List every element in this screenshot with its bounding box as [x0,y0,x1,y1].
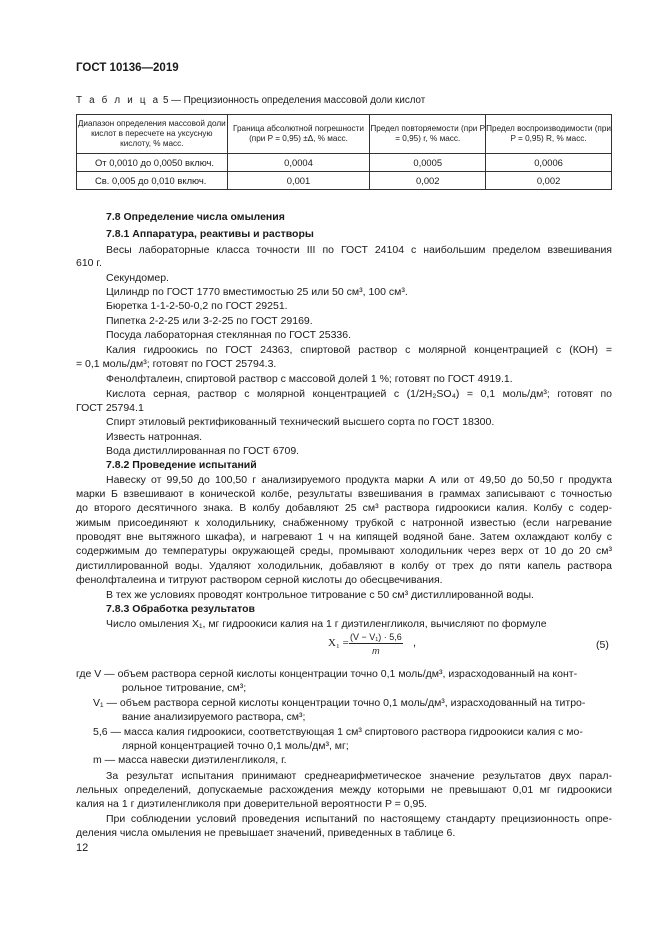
formula-lhs: X₁ = [328,637,349,649]
where-line: лярной концентрацией точно 0,1 моль/дм³, мг; [122,740,349,752]
formula-intro: Число омыления X₁, мг гидроокиси калия на 1 г диэтиленгликоля, вычисляют по формуле [106,618,547,630]
text-line: Бюретка 1-1-2-50-0,2 по ГОСТ 29251. [106,300,288,312]
subsection-title: 7.8.3 Обработка результатов [106,603,255,615]
table-cell: 0,001 [227,172,370,190]
table-cell: От 0,0010 до 0,0050 включ. [77,154,228,172]
text-line: Спирт этиловый ректификованный технический высшего сорта по ГОСТ 18300. [106,416,495,428]
table-caption-label: Т а б л и ц а [76,95,161,106]
text-line: фенолфталеина и титруют раствором серной кислоты до обесцвечивания. [76,574,443,586]
where-line: V₁ — объем раствора серной кислоты концентрации точно 0,1 моль/дм³, израсходованный на титро- [93,697,586,709]
text-line: За результат испытания принимают среднеарифметическое значение результатов двух парал- [106,770,612,782]
table-caption [76,95,425,106]
text-line: проводят вне вытяжного шкафа), и нагревают 1 ч на кипящей водяной бане. Затем охлаждают колбу с [76,531,612,543]
subsection-title: 7.8.1 Аппаратура, реактивы и растворы [106,228,314,240]
table-cell: 0,002 [370,172,486,190]
text-line: В тех же условиях проводят контрольное титрование с 50 см³ дистиллированной воды. [106,589,534,601]
text-line: Весы лабораторные класса точности III по ГОСТ 24104 с наибольшим пределом взвешивания [106,244,612,256]
text-line: = 0,1 моль/дм³; готовят по ГОСТ 25794.3. [76,358,277,370]
text-line: калия на 1 г диэтиленгликоля при доверительной вероятности P = 0,95. [76,798,428,810]
page-number: 12 [76,842,89,854]
text-line: жимым присоединяют к холодильнику, снабженному трубкой с натронной известью (если нагревание [76,517,612,529]
table-cell: 0,002 [486,172,612,190]
text-line: Известь натронная. [106,431,203,443]
precision-table [76,114,612,190]
formula-denominator: m [372,646,380,656]
formula-numerator: (V − V₁) · 5,6 [350,632,402,642]
text-line: Цилиндр по ГОСТ 1770 вместимостью 25 или 50 см³, 100 см³. [106,286,408,298]
formula-tail: , [413,637,417,649]
text-line: 610 г. [76,257,102,269]
table-cell: 0,0006 [486,154,612,172]
text-line: деления числа омыления не превышает значений, приведенных в таблице 6. [76,827,456,839]
table-cell: 0,0005 [370,154,486,172]
text-line: лельных определений, допускаемые расхождения между которыми не превышают 0,01 мг гидроокиси [76,784,612,796]
text-line: марки Б взвешивают в конической колбе, результаты взвешивания в граммах записывают с точностью [76,488,612,500]
document-header: ГОСТ 10136—2019 [76,62,179,74]
table-header-cell: Предел воспроизводимости (при P = 0,95) R, % масс. [486,115,612,154]
where-line: вание анализируемого раствора, см³; [122,711,306,723]
subsection-title: 7.8.2 Проведение испытаний [106,459,257,471]
table-cell: 0,0004 [227,154,370,172]
text-line: Кислота серная, раствор с молярной концентрацией с (1/2H₂SO₄) = 0,1 моль/дм³; готовят по [106,388,612,400]
text-line: Секундомер. [106,272,169,284]
text-line: Калия гидроокись по ГОСТ 24363, спиртовой раствор с молярной концентрацией с (КОН) = [106,344,612,356]
table-caption-text: 5 — Прецизионность определения массовой доли кислот [162,95,426,106]
table-header-cell: Диапазон определения массовой доли кислот в пересчете на уксусную кислоту, % масс. [77,115,228,154]
text-line: Посуда лабораторная стеклянная по ГОСТ 25336. [106,329,352,341]
text-line: Вода дистиллированная по ГОСТ 6709. [106,445,300,457]
text-line: ГОСТ 25794.1 [76,402,144,414]
text-line: Пипетка 2-2-25 или 3-2-25 по ГОСТ 29169. [106,315,313,327]
text-line: Навеску от 99,50 до 100,50 г анализируемого продукта марки А или от 49,50 до 50,50 г продукта [106,474,612,486]
text-line: дистиллированной воды. Удаляют холодильник, добавляют в колбу от трех до пяти капель раствора [76,560,612,572]
table-row [77,172,612,190]
text-line: содержимым до температуры окружающей среды, промывают холодильник через верх от 10 до 20 см³ [76,545,612,557]
section-title: 7.8 Определение числа омыления [106,211,285,223]
where-line: где V — объем раствора серной кислоты концентрации точно 0,1 моль/дм³, израсходованный на конт- [76,668,578,680]
text-line: Фенолфталеин, спиртовой раствор с массовой долей 1 %; готовят по ГОСТ 4919.1. [106,373,513,385]
where-line: m — масса навески диэтиленгликоля, г. [93,754,287,766]
where-line: 5,6 — масса калия гидроокиси, соответствующая 1 см³ спиртового раствора гидроокиси калия с мо- [93,726,583,738]
table-row [77,154,612,172]
text-line: до второго десятичного знака. В колбу добавляют 25 см³ раствора гидроокиси калия. Колбу с содер- [76,502,612,514]
text-line: При соблюдении условий проведения испытаний по настоящему стандарту прецизионность опре- [106,813,612,825]
table-header-cell: Граница абсолютной погрешности (при P = 0,95) ±Δ, % масс. [227,115,370,154]
formula-fraction [349,632,403,656]
table-header-row [77,115,612,154]
where-line: рольное титрование, см³; [122,682,247,694]
table-header-cell: Предел повторяемости (при P = 0,95) r, % масс. [370,115,486,154]
formula-number: (5) [596,639,609,651]
table-cell: Св. 0,005 до 0,010 включ. [77,172,228,190]
